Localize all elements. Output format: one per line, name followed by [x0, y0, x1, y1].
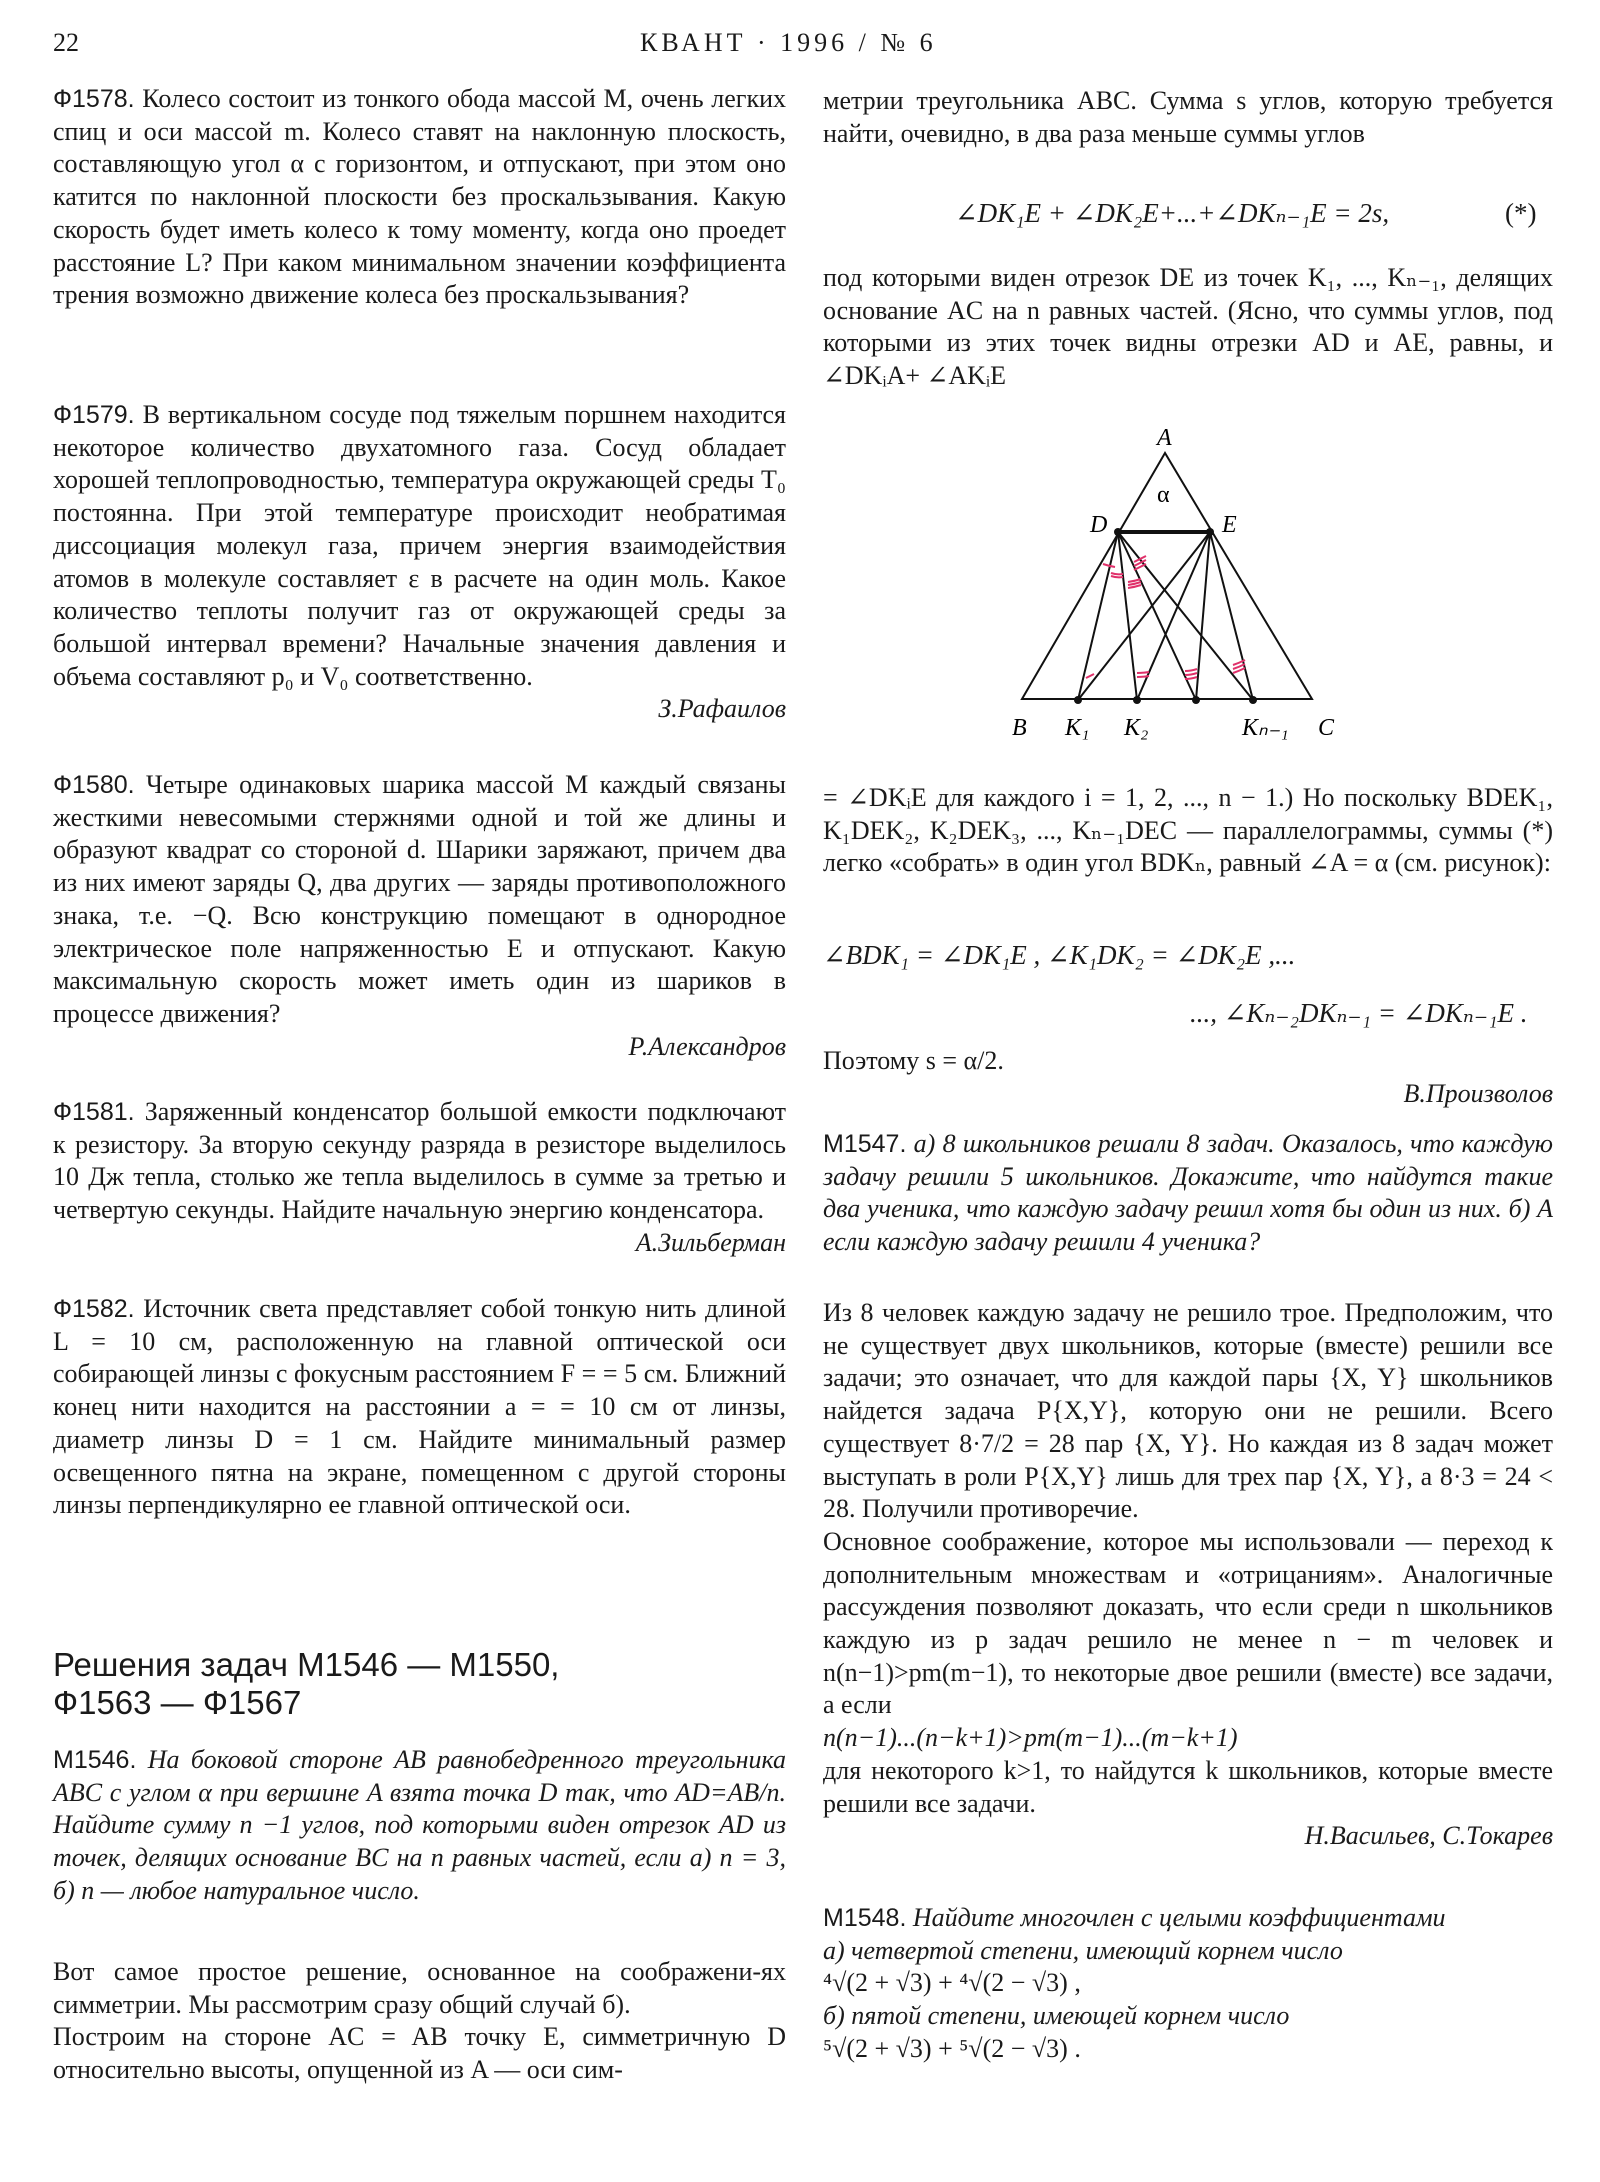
- formula-angles-end: ..., ∠Kₙ₋₂DKₙ₋₁ = ∠DKₙ₋₁E .: [1190, 998, 1528, 1028]
- problem-text: Колесо состоит из тонкого обода массой M, очень легких спиц и оси массой m. Колесо ставят на наклонную плоскость, составляющую угол α с горизонтом, и отпускают, при этом оно катится по наклонной плоскости без проскальзывания. Какую скорость будет иметь колесо к тому моменту, когда оно проедет расстояние L? При каком минимальном значении коэффициента трения возможно движение колеса без проскальзывания?: [53, 84, 786, 310]
- problem-f1580: [53, 769, 786, 1063]
- label-alpha: α: [1157, 482, 1170, 508]
- expression-b: ⁵√(2 + √3) + ⁵√(2 − √3) .: [823, 2033, 1081, 2063]
- problem-m1548: [823, 1902, 1553, 2066]
- point-k1: [1074, 696, 1082, 704]
- label-a: A: [1157, 425, 1172, 451]
- solution-paragraph: Из 8 человек каждую задачу не решило трое. Предположим, что не существует двух школьников, которые (вместе) решили все задачи; это означает, что для каждой пары {X, Y} школьников найдется задача P{X,Y}, которую они не решили. Всего существует 8·7/2 = 28 пар {X, Y}. Но каждая из 8 задач может выступать в роли P{X,Y} лишь для трех пар {X, Y}, а 8·3 = 24 < 28. Получили противоречие.: [823, 1298, 1553, 1524]
- problem-text: Заряженный конденсатор большой емкости подключают к резистору. За вторую секунду разряда в резисторе выделилось 10 Дж тепла, столько же тепла выделилось в сумме за третью и четвертую секунды. Найдите начальную энергию конденсатора.: [53, 1097, 787, 1225]
- problem-id: М1548.: [823, 1904, 907, 1932]
- solution-paragraph: под которыми виден отрезок DE из точек K₁, ..., Kₙ₋₁, делящих основание AC на n равных частей. (Ясно, что суммы углов, под которыми из этих точек видны отрезки AD и AE, равны, и ∠DKᵢA+ ∠AKᵢE: [823, 263, 1553, 391]
- problem-author: А.Зильберман: [635, 1227, 786, 1257]
- point-kn1: [1249, 696, 1257, 704]
- problem-m1546: [53, 1744, 786, 1908]
- solution-m1547: [823, 1297, 1553, 1853]
- problem-part-b: б) пятой степени, имеющей корнем число: [823, 2001, 1290, 2031]
- point-k3: [1192, 696, 1200, 704]
- solution-continued: метрии треугольника ABC. Сумма s углов, которую требуется найти, очевидно, в два раза меньше суммы углов: [823, 86, 1553, 148]
- journal-header: КВАНТ · 1996 / № 6: [640, 28, 937, 57]
- problem-statement: На боковой стороне AB равнобедренного треугольника ABC с углом α при вершине A взята точка D так, что AD=AB/n. Найдите сумму n −1 углов, под которыми виден отрезок AD из точек, делящих основание BC на n равных частей, если а) n = 3, б) n — любое натуральное число.: [53, 1745, 787, 1905]
- label-b: B: [1012, 715, 1027, 741]
- label-c: C: [1318, 715, 1335, 741]
- problem-id: М1546.: [53, 1746, 137, 1774]
- solution-formula: n(n−1)...(n−k+1)>pm(m−1)...(m−k+1): [823, 1723, 1238, 1753]
- solution-paragraph: = ∠DKᵢE для каждого i = 1, 2, ..., n − 1.) Но поскольку BDEK₁, K₁DEK₂, K₂DEK₃, ..., Kₙ₋₁DEC — параллелограммы, суммы (*) легко «собрать» в один угол BDKₙ, равный ∠A = α (см. рисунок):: [823, 783, 1553, 878]
- problem-author: Р.Александров: [628, 1031, 786, 1061]
- section-title: [53, 1646, 559, 1722]
- label-k1: K₁: [1065, 715, 1090, 741]
- solution-paragraph: Поэтому s = α/2.: [823, 1046, 1004, 1075]
- problem-text: Источник света представляет собой тонкую нить длиной L = 10 см, расположенную на главной оптической оси собирающей линзы с фокусным расстоянием F = = 5 см. Ближний конец нити находится на расстоянии a = = 10 см от линзы, диаметр линзы D = 1 см. Найдите минимальный размер освещенного пятна на экране, помещенном с другой стороны линзы перпендикулярно ее главной оптической оси.: [53, 1294, 787, 1520]
- point-e: [1206, 528, 1214, 536]
- problem-m1547: [823, 1128, 1553, 1259]
- solution-paragraph: Вот самое простое решение, основанное на соображени-ях симметрии. Мы рассмотрим сразу общий случай б).: [53, 1957, 786, 2019]
- formula-sum: ∠DK₁E + ∠DK₂E+...+∠DKₙ₋₁E = 2s,: [955, 198, 1390, 228]
- problem-f1582: [53, 1293, 786, 1522]
- problem-id: Ф1580.: [53, 771, 135, 799]
- problem-id: М1547.: [823, 1130, 907, 1158]
- formula-angles: ∠BDK₁ = ∠DK₁E , ∠K₁DK₂ = ∠DK₂E ,...: [823, 940, 1296, 970]
- problem-f1578: [53, 83, 786, 312]
- solution-paragraph: Построим на стороне AC = AB точку E, симметричную D относительно высоты, опущенной из A — оси сим-: [53, 2022, 786, 2085]
- problem-text: В вертикальном сосуде под тяжелым поршнем находится некоторое количество двухатомного газа. Сосуд обладает хорошей теплопроводностью, температура окружающей среды T₀ постоянна. При этой температуре происходит необратимая диссоциация молекул газа, причем энергия взаимодействия атомов в молекуле составляет ε в расчете на один моль. Какое количество теплоты получит газ от окружающей среды за большой интервал времени? Начальные значения давления и объема составляют p₀ и V₀ соответственно.: [53, 400, 786, 691]
- label-e: E: [1222, 512, 1237, 538]
- problem-id: Ф1579.: [53, 401, 135, 429]
- problem-statement: а) 8 школьников решали 8 задач. Оказалось, что каждую задачу решили 5 школьников. Докажите, что найдутся такие два ученика, что каждую задачу решил хотя бы один из них. б) А если каждую задачу решили 4 ученика?: [823, 1129, 1553, 1257]
- problem-f1581: [53, 1096, 786, 1260]
- problem-author: З.Рафаилов: [658, 694, 786, 724]
- section-title-line: Решения задач М1546 — М1550,: [53, 1646, 560, 1683]
- solution-result: [823, 1045, 1553, 1110]
- problem-f1579: [53, 399, 786, 726]
- solution-author: Н.Васильев, С.Токарев: [1304, 1821, 1553, 1851]
- solution-m1546: [53, 1956, 786, 2087]
- problem-id: Ф1581.: [53, 1098, 135, 1126]
- problem-statement: Найдите многочлен с целыми коэффициентами: [912, 1903, 1446, 1932]
- point-d: [1114, 528, 1122, 536]
- section-title-line: Ф1563 — Ф1567: [53, 1684, 302, 1721]
- label-k2: K₂: [1124, 715, 1149, 741]
- solution-paragraph: Основное соображение, которое мы использовали — переход к дополнительным множествам и «отрицаниям». Аналогичные рассуждения позволяют доказать, что если среди n школьников каждую из p задач решило не менее n − m человек и n(n−1)>pm(m−1), то некоторые двое решили (вместе) все задачи, а если: [823, 1526, 1553, 1720]
- label-d: D: [1090, 512, 1108, 538]
- solution-author: В.Произволов: [1403, 1078, 1553, 1108]
- line-dk2: [1118, 532, 1137, 700]
- solution-paragraph: для некоторого k>1, то найдутся k школьников, которые вместе решили все задачи.: [823, 1755, 1553, 1818]
- page-number: 22: [53, 28, 79, 57]
- problem-part-a: а) четвертой степени, имеющий корнем число: [823, 1935, 1343, 1965]
- label-kn1: Kₙ₋₁: [1242, 715, 1289, 741]
- formula-tag: (*): [1505, 198, 1537, 228]
- problem-id: Ф1578.: [53, 85, 135, 113]
- problem-id: Ф1582.: [53, 1295, 135, 1323]
- expression-a: ⁴√(2 + √3) + ⁴√(2 − √3) ,: [823, 1968, 1081, 1998]
- point-k2: [1133, 696, 1141, 704]
- problem-text: Четыре одинаковых шарика массой M каждый связаны жесткими невесомыми стержнями одной и той же длины и образуют квадрат со стороной d. Шарики заряжают, причем два из них имеют заряды Q, два других — заряды противоположного знака, т.е. −Q. Всю конструкцию помещают в однородное электрическое поле напряженностью E и отпускают. Какую максимальную скорость может иметь один из шариков в процессе движения?: [53, 770, 787, 1028]
- triangle-figure: [990, 410, 1350, 750]
